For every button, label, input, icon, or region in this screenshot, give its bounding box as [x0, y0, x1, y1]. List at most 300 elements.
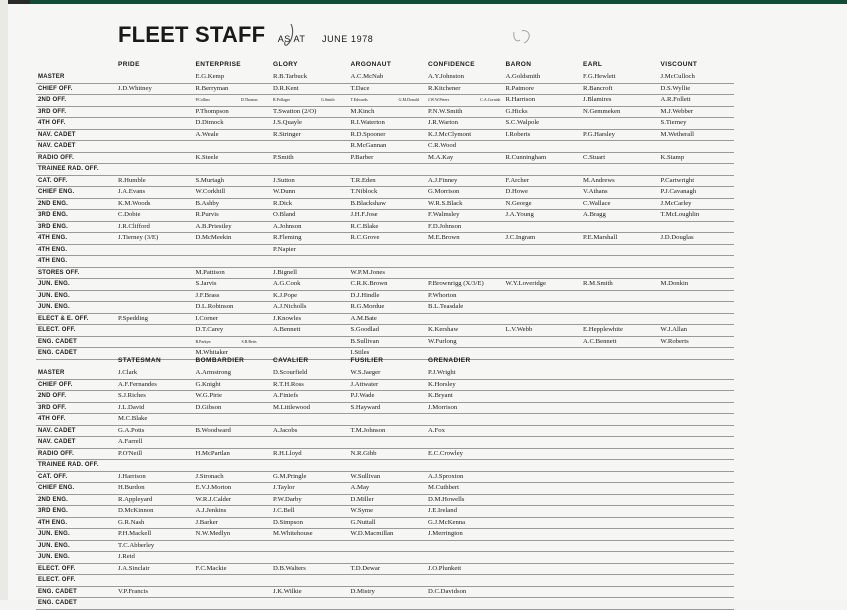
staff-name-cell: J.H.F.Jose [347, 210, 425, 222]
staff-name-cell: T.McLoughlin [657, 210, 735, 222]
role-label: CHIEF ENG. [36, 483, 114, 495]
staff-name-cell [579, 586, 657, 598]
role-label: 3RD ENG. [36, 506, 114, 518]
staff-name-cell: J.C.Bell [269, 506, 347, 518]
staff-name-cell: W.Dunn [269, 187, 347, 199]
table-row [36, 118, 734, 130]
staff-name-cell: W.P.M.Jones [347, 267, 425, 279]
staff-name-cell [502, 506, 580, 518]
staff-name-cell: J.C.Ingram [502, 233, 580, 245]
staff-name-cell [579, 448, 657, 460]
staff-name-cell [657, 517, 735, 529]
staff-name-cell [114, 279, 192, 291]
ship-column-header [502, 352, 580, 368]
staff-name-cell [657, 164, 735, 176]
staff-name-cell [657, 483, 735, 495]
staff-name-cell: K.J.Pope [269, 290, 347, 302]
staff-name-cell [269, 598, 347, 610]
staff-name-cell [269, 414, 347, 426]
staff-name-cell: R.Pollager G.Smith [269, 95, 347, 107]
document-heading [118, 22, 373, 52]
table-row [36, 325, 734, 337]
table-row [36, 244, 734, 256]
staff-name-cell: D.Gibson [192, 402, 270, 414]
staff-name-cell: R.Bancroft [579, 83, 657, 95]
staff-name-cell: B.L.Teasdale [424, 302, 502, 314]
staff-name-cell: P.E.Marshall [579, 233, 657, 245]
staff-name-cell [192, 586, 270, 598]
staff-name-cell: J.Taylor [269, 483, 347, 495]
staff-name-cell: J.Stronach [192, 471, 270, 483]
staff-name-cell [502, 256, 580, 268]
staff-name-cell: J.O.Plunkett [424, 563, 502, 575]
table-row [36, 129, 734, 141]
handwritten-scribble-icon [510, 28, 534, 46]
staff-name-cell: J.Morrison [424, 402, 502, 414]
role-label: CHIEF OFF. [36, 83, 114, 95]
staff-name-cell: D.McKinnon [114, 506, 192, 518]
staff-name-cell: K.Horsley [424, 379, 502, 391]
staff-name-cell: R.T.H.Ross [269, 379, 347, 391]
role-label: CHIEF ENG. [36, 187, 114, 199]
staff-name-cell: W.Corkhill [192, 187, 270, 199]
staff-name-cell [657, 437, 735, 449]
role-label: 4TH ENG. [36, 244, 114, 256]
table-row [36, 471, 734, 483]
role-column-header [36, 352, 114, 368]
staff-name-cell [657, 563, 735, 575]
staff-name-cell: J.Harrison [114, 471, 192, 483]
staff-name-cell: N.George [502, 198, 580, 210]
table-row [36, 187, 734, 199]
staff-name-cell: K.Bryant [424, 391, 502, 403]
staff-name-cell: R.C.Grove [347, 233, 425, 245]
role-label: 2ND ENG. [36, 494, 114, 506]
staff-name-cell: K.J.McClymont [424, 129, 502, 141]
staff-name-cell: J.Merrington [424, 529, 502, 541]
staff-name-cell: P.J.Cavanagh [657, 187, 735, 199]
staff-name-cell: W.Sullivan [347, 471, 425, 483]
staff-name-cell: W.S.Jaeger [347, 368, 425, 379]
staff-name-cell: F.G.Hewlett [579, 72, 657, 83]
ship-column-header: ARGONAUT [350, 60, 392, 68]
staff-name-cell [657, 141, 735, 153]
staff-name-cell: J.Clark [114, 368, 192, 379]
staff-name-cell [192, 256, 270, 268]
staff-name-cell: I.Corner [192, 313, 270, 325]
table-row [36, 302, 734, 314]
staff-name-cell: S.Tierney [657, 118, 735, 130]
staff-name-cell [114, 302, 192, 314]
staff-name-cell: A.J.Finney [424, 175, 502, 187]
staff-name-cell: J.Blamires [579, 95, 657, 107]
staff-name-cell: D.Scourfield [269, 368, 347, 379]
staff-name-cell [114, 118, 192, 130]
role-label: ENG. CADET [36, 336, 114, 348]
staff-name-cell: D.Howe [502, 187, 580, 199]
staff-name-cell [192, 164, 270, 176]
staff-name-cell: G.Hicks [502, 106, 580, 118]
staff-name-cell: W.Syme [347, 506, 425, 518]
staff-name-cell [269, 460, 347, 472]
staff-name-cell [502, 313, 580, 325]
role-label: RADIO OFF. [36, 152, 114, 164]
staff-name-cell [347, 414, 425, 426]
role-label: ELECT. OFF. [36, 563, 114, 575]
staff-name-cell [579, 506, 657, 518]
role-label: ELECT. OFF. [36, 575, 114, 587]
staff-name-cell: S.C.Walpole [502, 118, 580, 130]
staff-name-cell: W.J.Allan [657, 325, 735, 337]
staff-name-cell [192, 575, 270, 587]
role-label: 3RD OFF. [36, 106, 114, 118]
staff-name-cell [579, 460, 657, 472]
table-row [36, 425, 734, 437]
staff-name-cell [502, 471, 580, 483]
staff-name-cell: R.Dick [269, 198, 347, 210]
table-row [36, 506, 734, 518]
staff-name-cell: A.B.Priestley [192, 221, 270, 233]
role-label: JUN. ENG. [36, 529, 114, 541]
role-label: 4TH ENG. [36, 233, 114, 245]
staff-name-cell [502, 425, 580, 437]
staff-name-cell: T.R.Eden [347, 175, 425, 187]
document-date: JUNE 1978 [321, 34, 374, 44]
staff-name-cell: A.F.Fernandes [114, 379, 192, 391]
table-row [36, 494, 734, 506]
staff-name-cell [502, 529, 580, 541]
staff-name-cell: W.Y.Loveridge [502, 279, 580, 291]
staff-name-cell: A.R.Follett [657, 95, 735, 107]
staff-name-cell [657, 598, 735, 610]
staff-name-cell [114, 95, 192, 107]
staff-name-cell [657, 494, 735, 506]
ship-column-header: BOMBARDIER [195, 356, 245, 364]
staff-name-cell: C.Stuart [579, 152, 657, 164]
staff-name-cell [579, 221, 657, 233]
staff-name-cell [502, 164, 580, 176]
role-label: MASTER [36, 368, 114, 379]
staff-name-cell: F.D.Johnson [424, 221, 502, 233]
role-label: 4TH OFF. [36, 414, 114, 426]
staff-name-cell [579, 483, 657, 495]
staff-name-cell: M.Pattison [192, 267, 270, 279]
staff-name-cell: B.Woodward [192, 425, 270, 437]
staff-name-cell: D.L.Robinson [192, 302, 270, 314]
staff-name-cell: J.A.Young [502, 210, 580, 222]
staff-name-cell [424, 598, 502, 610]
ship-column-header: GLORY [273, 60, 298, 68]
staff-name-cell: J.S.Quayle [269, 118, 347, 130]
staff-name-cell: M.C.Blake [114, 414, 192, 426]
staff-name-cell: G.A.Potts [114, 425, 192, 437]
staff-name-cell [502, 302, 580, 314]
staff-name-cell [192, 598, 270, 610]
staff-name-cell [579, 471, 657, 483]
staff-name-cell: P.Collins D.Thomas [192, 95, 270, 107]
staff-name-cell [347, 552, 425, 564]
staff-name-cell: D.Mistry [347, 586, 425, 598]
staff-name-cell [269, 141, 347, 153]
staff-name-cell: R.McGannan [347, 141, 425, 153]
staff-name-cell: S.Jarvis [192, 279, 270, 291]
table-row [36, 95, 734, 107]
staff-name-cell: D.M.Howells [424, 494, 502, 506]
staff-name-cell [657, 586, 735, 598]
staff-name-cell [114, 598, 192, 610]
table-row [36, 72, 734, 83]
staff-name-cell [579, 517, 657, 529]
staff-name-cell: A.May [347, 483, 425, 495]
staff-name-cell [424, 313, 502, 325]
staff-name-cell: K.Steele [192, 152, 270, 164]
staff-name-cell [579, 256, 657, 268]
staff-name-cell [502, 402, 580, 414]
table-row [36, 233, 734, 245]
staff-name-cell: P.Cartwright [657, 175, 735, 187]
table-row [36, 267, 734, 279]
staff-name-cell [579, 267, 657, 279]
staff-name-cell [657, 379, 735, 391]
staff-name-cell: M.Whitehouse [269, 529, 347, 541]
staff-name-cell: D.T.Carey [192, 325, 270, 337]
staff-name-cell [657, 460, 735, 472]
staff-name-cell [502, 586, 580, 598]
staff-name-cell [192, 141, 270, 153]
ship-column-header [657, 352, 735, 368]
staff-name-cell [502, 563, 580, 575]
staff-name-cell: I.Stiles [347, 348, 425, 360]
staff-name-cell: A.Johnson [269, 221, 347, 233]
staff-name-cell [657, 244, 735, 256]
staff-name-cell: A.Armstrong [192, 368, 270, 379]
role-label: MASTER [36, 72, 114, 83]
staff-name-cell: D.Dimock [192, 118, 270, 130]
table-row [36, 448, 734, 460]
staff-name-cell [424, 437, 502, 449]
staff-name-cell: A.Fox [424, 425, 502, 437]
staff-name-cell: A.Goldsmith [502, 72, 580, 83]
staff-name-cell: O.Bland [269, 210, 347, 222]
staff-name-cell: P.Barber [347, 152, 425, 164]
staff-name-cell: F.Archer [502, 175, 580, 187]
staff-name-cell [657, 529, 735, 541]
staff-name-cell [579, 391, 657, 403]
staff-name-cell: T.Edwards G.M.Donald [347, 95, 425, 107]
staff-name-cell [657, 290, 735, 302]
staff-name-cell [114, 106, 192, 118]
staff-name-cell: J.Bignell [269, 267, 347, 279]
staff-name-cell: M.J.Webber [657, 106, 735, 118]
staff-name-cell: G.Nuttall [347, 517, 425, 529]
staff-name-cell: J.K.Wilkie [269, 586, 347, 598]
staff-name-cell: S.Hayward [347, 402, 425, 414]
ship-column-header: FUSILIER [350, 356, 384, 364]
staff-name-cell [192, 437, 270, 449]
role-label: JUN. ENG. [36, 552, 114, 564]
staff-name-cell: M.Wetherall [657, 129, 735, 141]
staff-name-cell: W.G.Pirie [192, 391, 270, 403]
staff-name-cell [657, 313, 735, 325]
staff-name-cell: A.C.Bennett [579, 336, 657, 348]
staff-name-cell [114, 72, 192, 83]
staff-name-cell [347, 598, 425, 610]
staff-name-cell: A.G.Cook [269, 279, 347, 291]
role-label: NAV. CADET [36, 141, 114, 153]
handwritten-mark-icon [282, 22, 296, 48]
staff-name-cell: P.N.W.Smith [424, 106, 502, 118]
staff-name-cell: T.M.Johnson [347, 425, 425, 437]
role-label: RADIO OFF. [36, 448, 114, 460]
staff-name-cell [579, 540, 657, 552]
table-row [36, 379, 734, 391]
staff-name-cell [347, 540, 425, 552]
staff-name-cell: G.J.McKenna [424, 517, 502, 529]
staff-name-cell [502, 221, 580, 233]
staff-name-cell [657, 302, 735, 314]
table-row [36, 460, 734, 472]
staff-name-cell: B.Sullivan [347, 336, 425, 348]
staff-name-cell: D.S.Wyllie [657, 83, 735, 95]
staff-name-cell: D.McMeekin [192, 233, 270, 245]
staff-name-cell [579, 494, 657, 506]
staff-name-cell [579, 414, 657, 426]
staff-name-cell [347, 244, 425, 256]
table-row [36, 141, 734, 153]
staff-name-cell: S.Murtagh [192, 175, 270, 187]
staff-name-cell: A.Weale [192, 129, 270, 141]
staff-name-cell: D.C.Davidson [424, 586, 502, 598]
staff-name-cell [579, 141, 657, 153]
role-label: 3RD ENG. [36, 221, 114, 233]
staff-name-cell: T.Dace [347, 83, 425, 95]
table-row [36, 368, 734, 379]
staff-name-cell: R.Appleyard [114, 494, 192, 506]
staff-name-cell: D.Simpson [269, 517, 347, 529]
staff-name-cell: R.G.Mordue [347, 302, 425, 314]
staff-name-cell: W.D.Macmillan [347, 529, 425, 541]
table-row [36, 552, 734, 564]
table-row [36, 483, 734, 495]
role-label: 2ND OFF. [36, 95, 114, 107]
staff-name-cell: C.Wallace [579, 198, 657, 210]
role-label: JUN. ENG. [36, 290, 114, 302]
staff-name-cell: J.Barker [192, 517, 270, 529]
staff-name-cell: J.Reid [114, 552, 192, 564]
table-row [36, 221, 734, 233]
staff-name-cell: P.W.Darby [269, 494, 347, 506]
staff-name-cell: R.Stringer [269, 129, 347, 141]
staff-name-cell [424, 540, 502, 552]
staff-name-cell: F.C.Mackie [192, 563, 270, 575]
staff-name-cell: A.Y.Johnston [424, 72, 502, 83]
staff-name-cell: R.B.Tarbuck [269, 72, 347, 83]
staff-name-cell: R.Parkyn S.R.Betts [192, 336, 270, 348]
staff-name-cell [114, 141, 192, 153]
table-row [36, 83, 734, 95]
staff-name-cell [502, 575, 580, 587]
table-row [36, 152, 734, 164]
staff-name-cell [657, 267, 735, 279]
staff-name-cell [192, 460, 270, 472]
staff-name-cell: P.O'Neill [114, 448, 192, 460]
role-label: 2ND ENG. [36, 198, 114, 210]
staff-name-cell: M.Donkin [657, 279, 735, 291]
ship-column-header: VISCOUNT [660, 60, 698, 68]
staff-name-cell [657, 402, 735, 414]
staff-name-cell: P.J.Wade [347, 391, 425, 403]
staff-name-cell [114, 244, 192, 256]
role-label: TRAINEE RAD. OFF. [36, 460, 114, 472]
staff-name-cell [657, 391, 735, 403]
staff-name-cell [502, 379, 580, 391]
role-label: NAV. CADET [36, 437, 114, 449]
staff-name-cell [114, 290, 192, 302]
top-edge [0, 0, 847, 4]
staff-name-cell [424, 256, 502, 268]
staff-name-cell: G.M.Pringle [269, 471, 347, 483]
staff-name-cell: C.R.Wood [424, 141, 502, 153]
staff-name-cell [502, 437, 580, 449]
staff-name-cell: M.Littlewood [269, 402, 347, 414]
staff-name-cell: A.J.Jenkins [192, 506, 270, 518]
staff-name-cell [424, 244, 502, 256]
table-row [36, 313, 734, 325]
table-row [36, 563, 734, 575]
staff-name-cell: J.A.Evans [114, 187, 192, 199]
staff-name-cell [192, 552, 270, 564]
role-label: ENG. CADET [36, 586, 114, 598]
staff-name-cell: P.Whorton [424, 290, 502, 302]
staff-name-cell [502, 141, 580, 153]
staff-name-cell: D.J.Hindle [347, 290, 425, 302]
staff-name-cell [114, 460, 192, 472]
role-label: 3RD ENG. [36, 210, 114, 222]
staff-name-cell [502, 267, 580, 279]
staff-name-cell: F.Walmsley [424, 210, 502, 222]
role-label: STORES OFF. [36, 267, 114, 279]
staff-name-cell [347, 575, 425, 587]
staff-name-cell [269, 575, 347, 587]
staff-name-cell: B.Ashby [192, 198, 270, 210]
staff-name-cell: J.D.Whitney [114, 83, 192, 95]
staff-name-cell [114, 152, 192, 164]
staff-name-cell: J.Tierney (3/E) [114, 233, 192, 245]
staff-name-cell [579, 552, 657, 564]
staff-name-cell [424, 552, 502, 564]
staff-name-cell: J.D.Douglas [657, 233, 735, 245]
ship-column-header: CAVALIER [273, 356, 309, 364]
staff-name-cell [657, 506, 735, 518]
staff-name-cell [579, 598, 657, 610]
staff-name-cell [657, 256, 735, 268]
staff-name-cell [347, 437, 425, 449]
staff-name-cell: E.G.Kemp [192, 72, 270, 83]
table-row [36, 540, 734, 552]
staff-name-cell: V.Athans [579, 187, 657, 199]
staff-name-cell: C.R.K.Brown [347, 279, 425, 291]
role-column-header [36, 56, 114, 72]
staff-name-cell [579, 313, 657, 325]
staff-name-cell: P.Napier [269, 244, 347, 256]
staff-name-cell: M.Whitaker [192, 348, 270, 360]
staff-name-cell: N.W.Medlyn [192, 529, 270, 541]
staff-name-cell [502, 414, 580, 426]
ship-column-header: BARON [505, 60, 532, 68]
table-row [36, 586, 734, 598]
staff-name-cell: P.J.Wright [424, 368, 502, 379]
staff-name-cell: H.McPartlan [192, 448, 270, 460]
